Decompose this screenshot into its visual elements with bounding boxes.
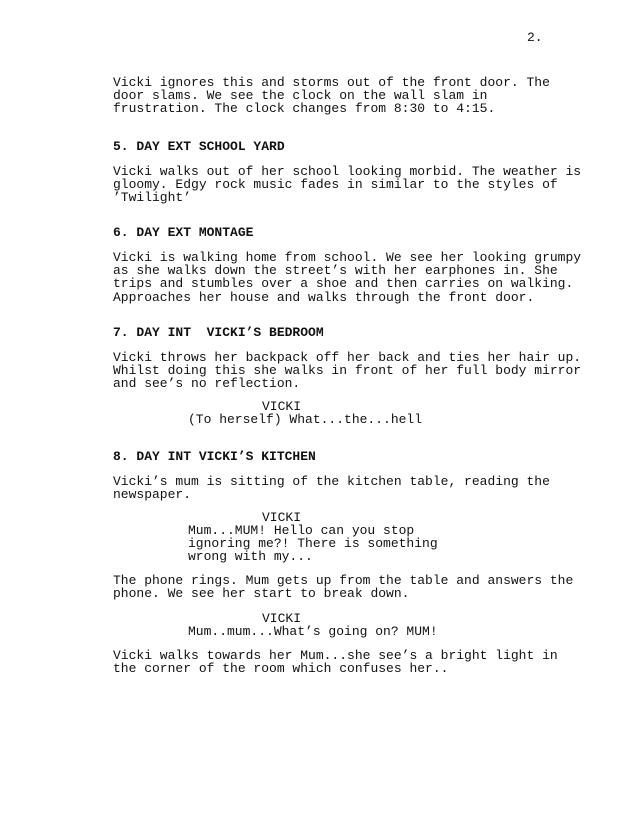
character-name: VICKI — [262, 399, 302, 414]
character-name: VICKI — [262, 510, 302, 525]
action-paragraph: Vicki throws her backpack off her back and ties her hair up. Whilst doing this she walks in front of her full body mirror and see’s no reflection. — [113, 350, 582, 392]
dialogue-line: Mum..mum...What’s going on? MUM! — [188, 624, 438, 639]
dialogue-line: (To herself) What...the...hell — [188, 412, 423, 427]
scene-heading-8: 8. DAY INT VICKI’S KITCHEN — [113, 449, 316, 464]
action-paragraph: Vicki ignores this and storms out of the front door. The door slams. We see the clock on the wall slam in frustration. The clock changes from 8:30 to 4:15. — [113, 75, 550, 117]
scene-heading-5: 5. DAY EXT SCHOOL YARD — [113, 139, 285, 154]
action-paragraph: The phone rings. Mum gets up from the table and answers the phone. We see her start to break down. — [113, 573, 574, 602]
action-paragraph: Vicki is walking home from school. We see her looking grumpy as she walks down the street’s with her earphones in. She trips and stumbles over a shoe and then carries on walking. Approaches her house and walks through the front door. — [113, 250, 582, 305]
scene-heading-7: 7. DAY INT VICKI’S BEDROOM — [113, 325, 324, 340]
action-paragraph: Vicki walks towards her Mum...she see’s a bright light in the corner of the room which confuses her.. — [113, 648, 558, 677]
dialogue-line: Mum...MUM! Hello can you stop ignoring me?! There is something wrong with my... — [188, 523, 438, 565]
action-paragraph: Vicki walks out of her school looking morbid. The weather is gloomy. Edgy rock music fades in similar to the styles of ’Twilight’ — [113, 164, 582, 206]
scene-heading-6: 6. DAY EXT MONTAGE — [113, 225, 254, 240]
character-name: VICKI — [262, 611, 302, 626]
page-number: 2. — [527, 30, 543, 45]
action-paragraph: Vicki’s mum is sitting of the kitchen table, reading the newspaper. — [113, 474, 550, 503]
